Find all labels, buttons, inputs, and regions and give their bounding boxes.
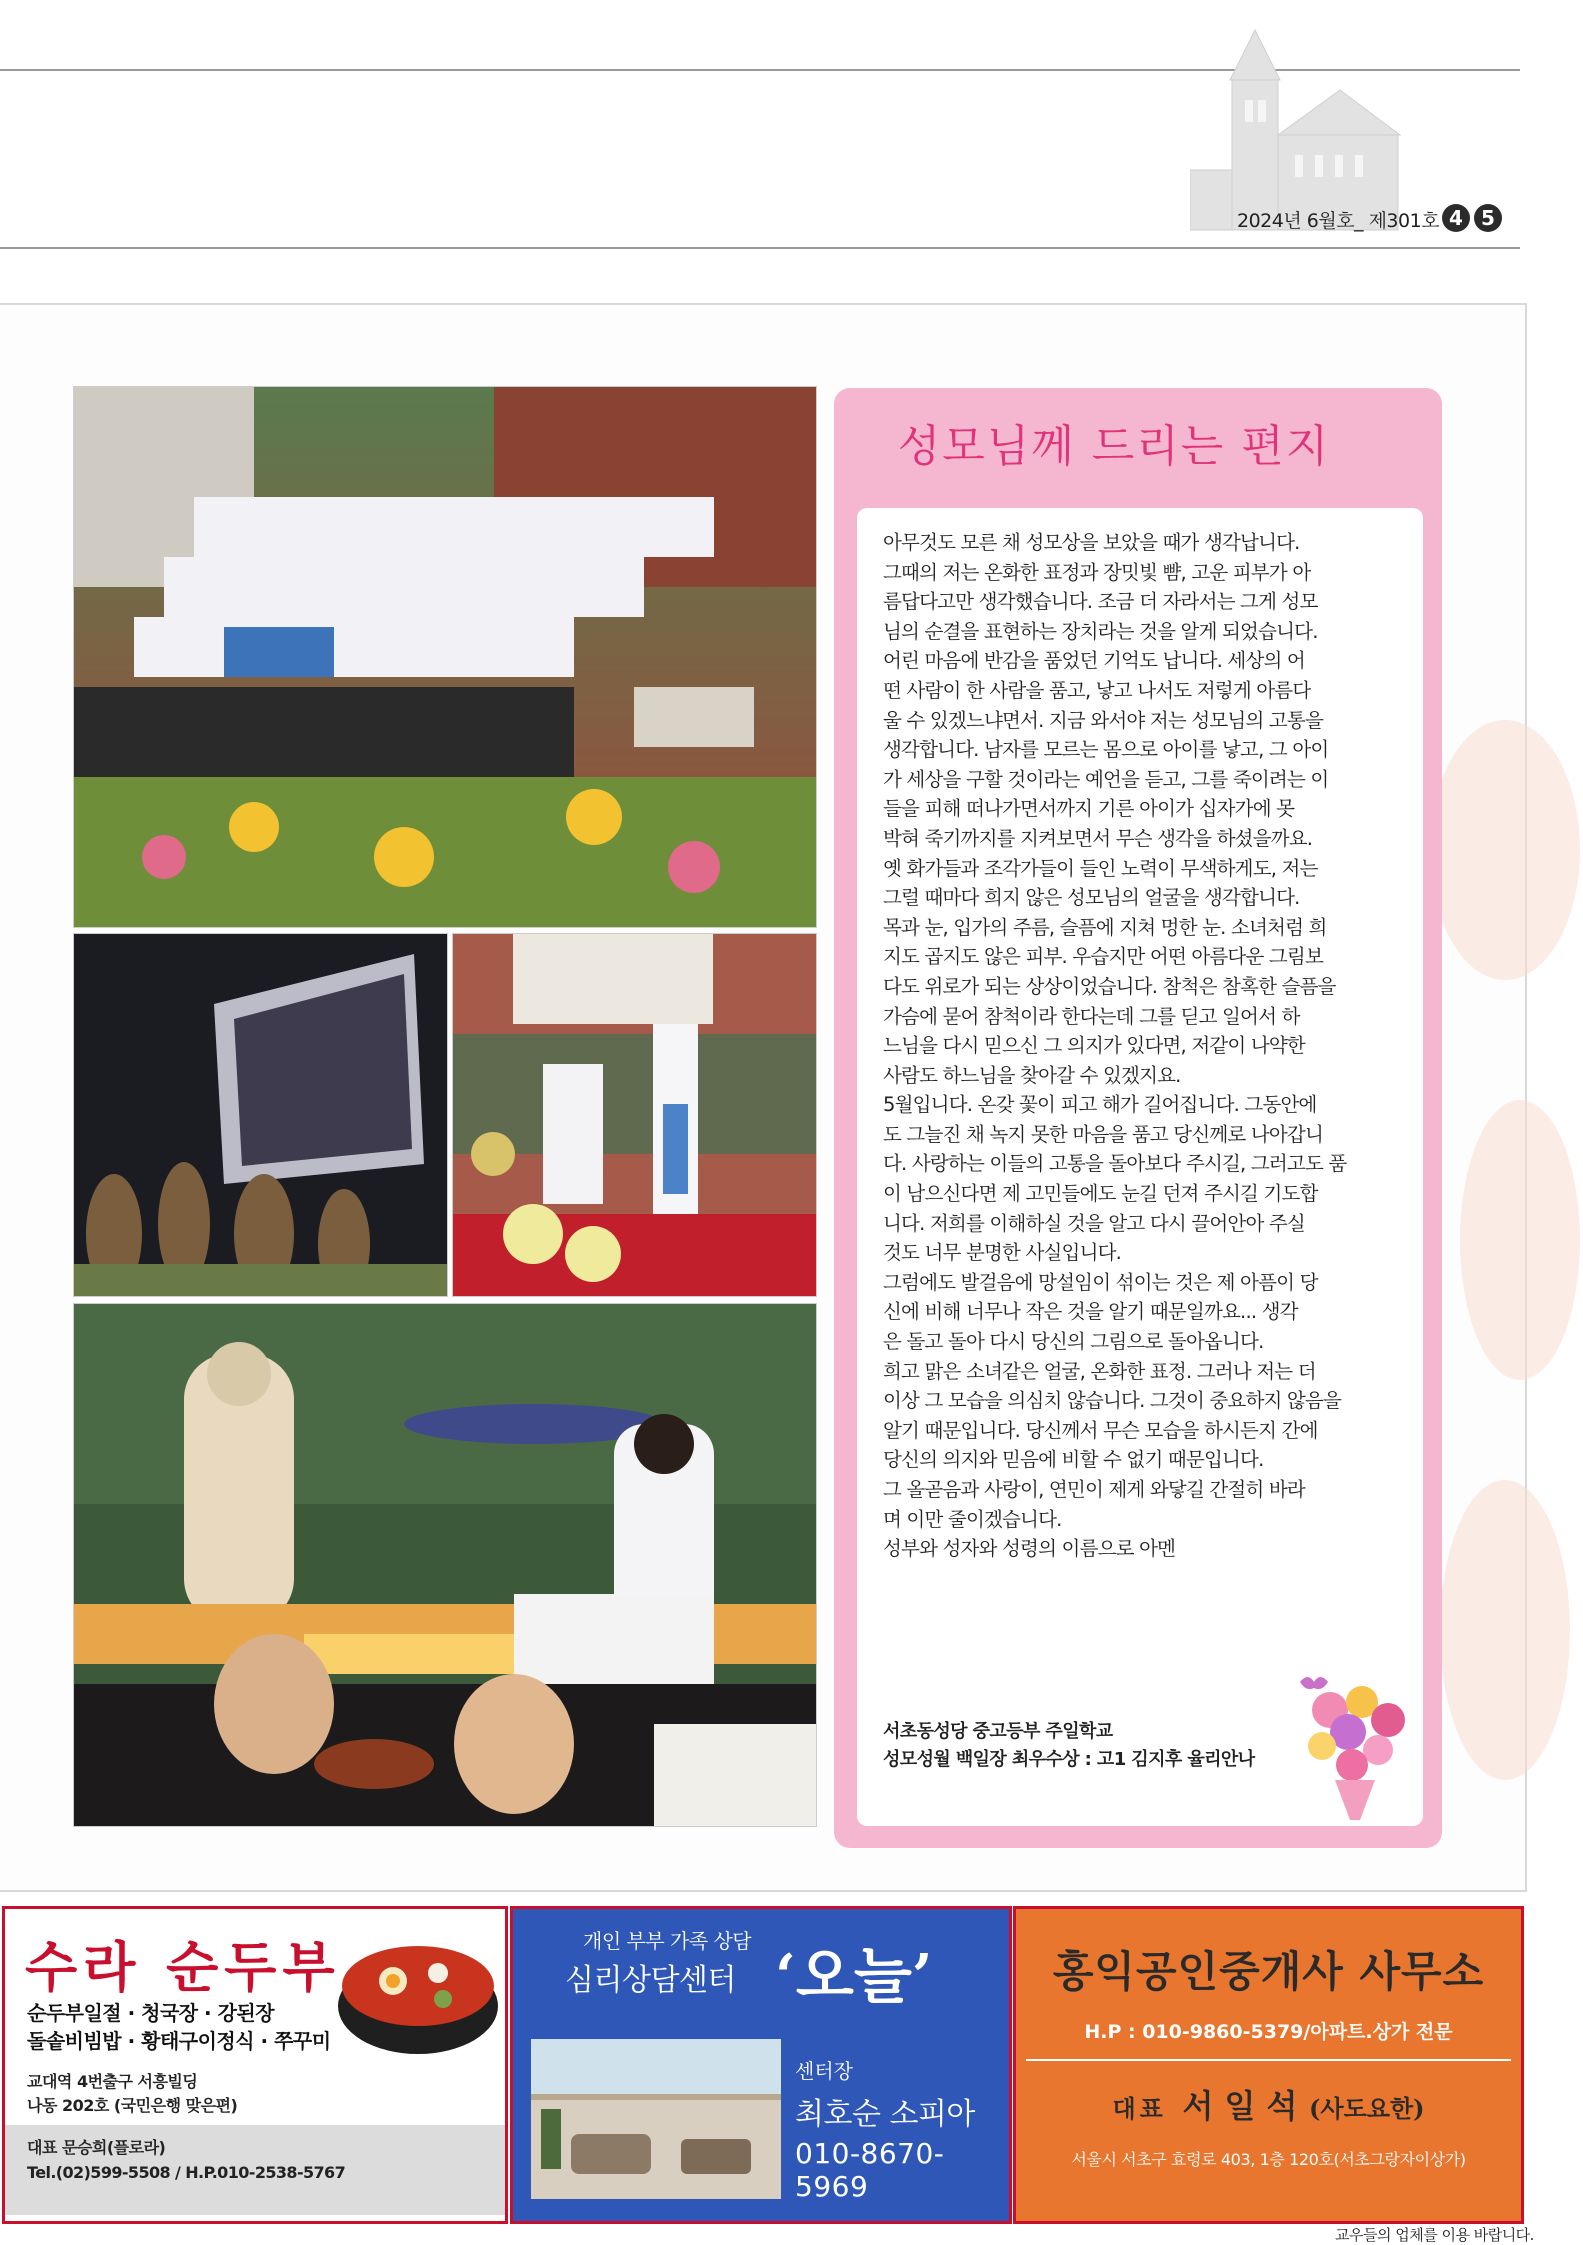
- statue-photo: [73, 1303, 817, 1827]
- letter-line: 박혀 죽기까지를 지켜보면서 무슨 생각을 하셨을까요.: [883, 826, 1313, 850]
- letter-line: 그럼에도 발걸음에 망설임이 섞이는 것은 제 아픔이 당: [883, 1270, 1318, 1294]
- letter-line: 사람도 하느님을 찾아갈 수 있겠지요.: [883, 1063, 1181, 1087]
- letter-line: 울 수 있겠느냐면서. 지금 와서야 저는 성모님의 고통을: [883, 708, 1324, 732]
- ad2-person: 최호순 소피아: [795, 2097, 975, 2132]
- letter-line: 지도 곱지도 않은 피부. 우습지만 어떤 아름다운 그림보: [883, 945, 1324, 969]
- ad1-phone: Tel.(02)599-5508 / H.P.010-2538-5767: [27, 2163, 346, 2182]
- page-number-left: 4: [1442, 204, 1470, 232]
- ad3-rep-baptism: (사도요한): [1309, 2094, 1425, 2123]
- letter-line: 그때의 저는 온화한 표정과 장밋빛 뺨, 고운 피부가 아: [883, 560, 1311, 584]
- ad2-center-name: 심리상담센터: [565, 1963, 736, 1998]
- letter-line: 니다. 저희를 이해하실 것을 알고 다시 끌어안아 주실: [883, 1211, 1305, 1235]
- letter-line: 아무것도 모른 채 성모상을 보았을 때가 생각납니다.: [883, 531, 1300, 554]
- ad1-title: 수라 순두부: [25, 1936, 341, 1999]
- ad1-menu-1: 순두부일절 · 청국장 · 강된장: [27, 2001, 275, 2025]
- ad-counseling-center: [510, 1906, 1012, 2224]
- bouquet-icon: [1290, 1670, 1420, 1825]
- issue-label: 2024년 6월호_ 제301호: [1237, 210, 1440, 232]
- ad1-address-2: 나동 202호 (국민은행 맞은편): [27, 2096, 238, 2115]
- letter-line: 다. 사랑하는 이들의 고통을 돌아보다 주시길, 그러고도 품: [883, 1152, 1347, 1176]
- stew-pot-icon: [323, 1911, 503, 2061]
- ad-real-estate-office: [1013, 1906, 1524, 2224]
- background-flower: [1430, 720, 1580, 980]
- letter-line: 다도 위로가 되는 상상이었습니다. 참척은 참혹한 슬픔을: [883, 974, 1336, 998]
- letter-line: 목과 눈, 입가의 주름, 슬픔에 지쳐 멍한 눈. 소녀처럼 희: [883, 915, 1327, 939]
- screen-photo: [73, 933, 448, 1297]
- letter-line: 가 세상을 구할 것이라는 예언을 듣고, 그를 죽이려는 이: [883, 767, 1329, 791]
- letter-line: 5월입니다. 온갖 꽃이 피고 해가 길어집니다. 그동안에: [883, 1093, 1317, 1117]
- letter-line: 며 이만 줄이겠습니다.: [883, 1507, 1062, 1531]
- ad1-menu-2: 돌솥비빔밥 · 황태구이정식 · 쭈꾸미: [27, 2029, 331, 2053]
- ad2-role: 센터장: [795, 2059, 853, 2083]
- letter-line: 생각합니다. 남자를 모르는 몸으로 아이를 낳고, 그 아이: [883, 738, 1329, 762]
- letter-line: 름답다고만 생각했습니다. 조금 더 자라서는 그게 성모: [883, 590, 1318, 614]
- letter-signature: [883, 1718, 1255, 1774]
- ad2-brand: ‘오늘’: [775, 1942, 933, 2012]
- office-photo: [531, 2039, 781, 2199]
- background-flower: [1460, 1100, 1580, 1380]
- letter-line: 이상 그 모습을 의심치 않습니다. 그것이 중요하지 않음을: [883, 1389, 1342, 1413]
- letter-line: 떤 사람이 한 사람을 품고, 낳고 나서도 저렇게 아름다: [883, 678, 1311, 702]
- ad1-address-1: 교대역 4번출구 서흥빌딩: [27, 2072, 198, 2091]
- ad3-rep-label: 대표: [1112, 2094, 1167, 2123]
- altar-photo: [452, 933, 817, 1297]
- ad3-divider: [1026, 2059, 1511, 2061]
- ad2-tagline: 개인 부부 가족 상담: [583, 1929, 752, 1953]
- letter-line: 느님을 다시 믿으신 그 의지가 있다면, 저같이 나약한: [883, 1034, 1305, 1058]
- page-number-right: 5: [1474, 204, 1502, 232]
- letter-line: 도 그늘진 채 녹지 못한 마음을 품고 당신께로 나아갑니: [883, 1122, 1324, 1146]
- letter-body: [883, 528, 1403, 1564]
- background-flower: [1440, 1480, 1570, 1780]
- letter-line: 이 남으신다면 제 고민들에도 눈길 던져 주시길 기도합: [883, 1182, 1318, 1206]
- ad2-phone: 010-8670-5969: [795, 2137, 945, 2203]
- letter-line: 그 올곧음과 사랑이, 연민이 제게 와닿길 간절히 바라: [883, 1478, 1305, 1501]
- choir-photo: [73, 386, 817, 928]
- letter-line: 희고 맑은 소녀같은 얼굴, 온화한 표정. 그러나 저는 더: [883, 1359, 1316, 1383]
- ad3-phone: H.P : 010-9860-5379/아파트.상가 전문: [1084, 2021, 1453, 2043]
- ad3-rep-name: 서 일 석: [1182, 2087, 1298, 2125]
- letter-line: 당신의 의지와 믿음에 비할 수 없기 때문입니다.: [883, 1448, 1264, 1472]
- signature-line-1: 서초동성당 중고등부 주일학교: [883, 1721, 1113, 1742]
- ad3-address: 서울시 서초구 효령로 403, 1층 120호(서초그랑자이상가): [1071, 2150, 1466, 2169]
- letter-line: 가슴에 묻어 참척이라 한다는데 그를 딛고 일어서 하: [883, 1004, 1300, 1028]
- letter-line: 어린 마음에 반감을 품었던 기억도 납니다. 세상의 어: [883, 649, 1305, 673]
- footer-note: 교우들의 업체를 이용 바랍니다.: [1335, 2226, 1534, 2244]
- ad3-representative: [1016, 2081, 1521, 2127]
- letter-line: 성부와 성자와 성령의 이름으로 아멘: [883, 1537, 1176, 1561]
- signature-line-2: 성모성월 백일장 최우수상 : 고1 김지후 율리안나: [883, 1749, 1255, 1770]
- ad3-title: 홍익공인중개사 사무소: [1052, 1947, 1485, 1996]
- letter-title: 성모님께 드리는 편지: [897, 421, 1331, 472]
- letter-line: 것도 너무 분명한 사실입니다.: [883, 1241, 1122, 1265]
- letter-line: 알기 때문입니다. 당신께서 무슨 모습을 하시든지 간에: [883, 1418, 1318, 1442]
- letter-line: 들을 피해 떠나가면서까지 기른 아이가 십자가에 못: [883, 797, 1295, 821]
- letter-line: 옛 화가들과 조각가들이 들인 노력이 무색하게도, 저는: [883, 856, 1318, 880]
- header-rule-bottom: [0, 247, 1520, 249]
- ad1-representative: 대표 문승희(플로라): [27, 2138, 166, 2157]
- letter-line: 신에 비해 너무나 작은 것을 알기 때문일까요... 생각: [883, 1300, 1298, 1324]
- letter-line: 그럴 때마다 희지 않은 성모님의 얼굴을 생각합니다.: [883, 886, 1300, 910]
- letter-line: 은 돌고 돌아 다시 당신의 그림으로 돌아옵니다.: [883, 1330, 1264, 1354]
- letter-line: 님의 순결을 표현하는 장치라는 것을 알게 되었습니다.: [883, 619, 1318, 643]
- ad-sura-sundubu: [2, 1906, 508, 2224]
